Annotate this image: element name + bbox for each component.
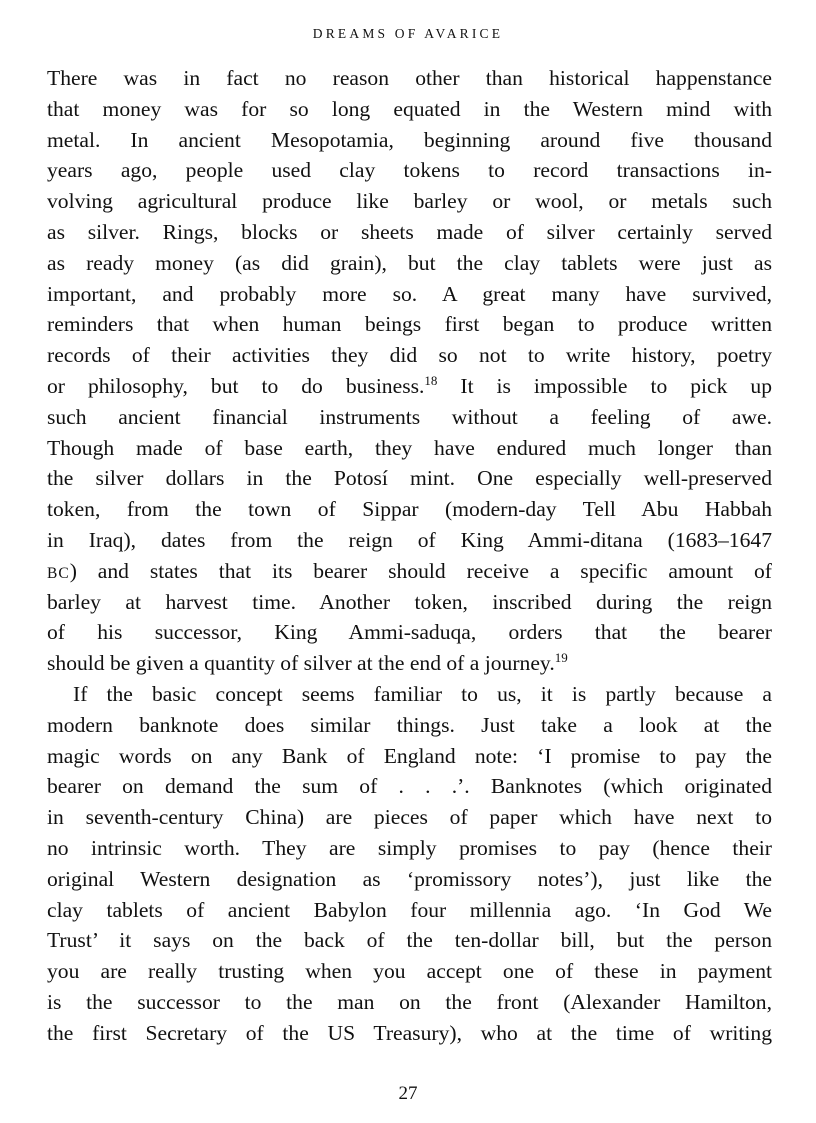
text-line: Trust’ it says on the back of the ten-dollar bill, but the person	[47, 928, 772, 953]
text-line: records of their activities they did so not to write history, poetry	[47, 343, 772, 368]
text-line: clay tablets of ancient Babylon four millennia ago. ‘In God We	[47, 897, 772, 922]
text-line: in Iraq), dates from the reign of King Ammi-ditana (1683–1647	[47, 527, 772, 552]
text-line: is the successor to the man on the front (Alexander Hamilton,	[47, 989, 772, 1014]
text-line	[47, 648, 772, 679]
text-line: There was in fact no reason other than historical happenstance	[47, 66, 772, 90]
text-line: Though made of base earth, they have endured much longer than	[47, 435, 772, 460]
text-line: that money was for so long equated in the Western mind with	[47, 96, 772, 121]
text-line: If the basic concept seems familiar to us, it is partly because a	[73, 681, 772, 706]
body-text	[47, 63, 772, 1049]
text-line: bearer on demand the sum of . . .’. Banknotes (which originated	[47, 774, 772, 799]
text-line: the first Secretary of the US Treasury), who at the time of writing	[47, 1020, 772, 1045]
text-line: as silver. Rings, blocks or sheets made of silver certainly served	[47, 219, 772, 244]
text-line: token, from the town of Sippar (modern-day Tell Abu Habbah	[47, 497, 772, 522]
text-line: barley at harvest time. Another token, inscribed during the reign	[47, 589, 772, 614]
text-line: in seventh-century China) are pieces of paper which have next to	[47, 805, 772, 830]
text-segment: or philosophy, but to do business.	[47, 373, 425, 398]
text-line: as ready money (as did grain), but the clay tablets were just as	[47, 250, 772, 275]
footnote-marker-19: 19	[554, 650, 568, 666]
text-line: magic words on any Bank of England note: ‘I promise to pay the	[47, 743, 772, 768]
text-line: of his successor, King Ammi-saduqa, orders that the bearer	[47, 620, 772, 645]
text-line: no intrinsic worth. They are simply promises to pay (hence their	[47, 835, 772, 860]
text-segment: should be given a quantity of silver at the end of a journey.	[47, 651, 555, 676]
text-line: you are really trusting when you accept one of these in payment	[47, 959, 772, 984]
text-line: original Western designation as ‘promissory notes’), just like the	[47, 866, 772, 891]
text-line: years ago, people used clay tokens to record transactions in-	[47, 158, 772, 183]
text-line: important, and probably more so. A great many have survived,	[47, 281, 772, 306]
text-line	[47, 556, 772, 587]
text-line: metal. In ancient Mesopotamia, beginning around five thousand	[47, 127, 772, 152]
page-number: 27	[398, 1083, 418, 1104]
running-head: DREAMS OF AVARICE	[312, 26, 504, 41]
text-segment: It is impossible to pick up	[437, 373, 772, 398]
text-segment: ) and states that its bearer should receive a specific amount of	[69, 558, 772, 583]
text-line: reminders that when human beings first began to produce written	[47, 312, 772, 337]
small-caps-era: BC	[47, 564, 70, 582]
text-line: volving agricultural produce like barley or wool, or metals such	[47, 189, 772, 214]
text-line: such ancient financial instruments without a feeling of awe.	[47, 404, 772, 429]
text-line: modern banknote does similar things. Just take a look at the	[47, 712, 772, 737]
footnote-marker-18: 18	[424, 372, 438, 388]
text-line	[47, 371, 772, 402]
text-line: the silver dollars in the Potosí mint. One especially well-preserved	[47, 466, 772, 491]
